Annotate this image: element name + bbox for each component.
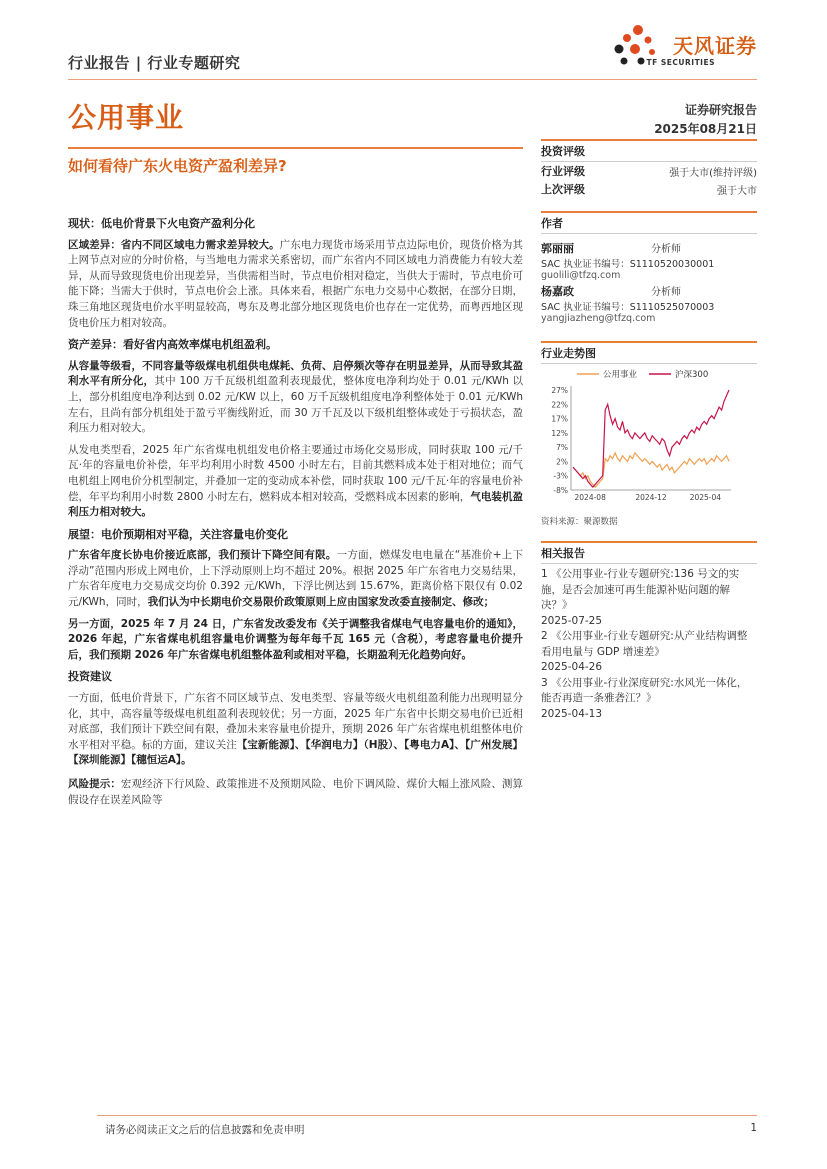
y-tick-label: 27% [551, 386, 568, 395]
brand-name: 天风证券 [673, 34, 757, 58]
related-report-date: 2025-07-25 [541, 614, 603, 627]
rating-row [541, 180, 757, 198]
paragraph [68, 617, 523, 664]
report-title: 如何看待广东火电资产盈利差异? [68, 157, 287, 175]
bold-text: 从容量等级看，不同容量等级煤电机组供电煤耗、负荷、启停频次等存在明显差异，从而导致其盈利水平有所分化， [68, 359, 523, 388]
related-report-date: 2025-04-26 [541, 661, 603, 673]
trend-chart [541, 362, 737, 504]
text: 从发电类型看，2025 年广东省煤电机组发电价格主要通过市场化交易形成，同时获取 100 元/千瓦·年的容量电价补偿，年平均利用小时数 4500 小时左右，目前其燃料成本处于相对地位；而气电机组上网电价分机型制定，并叠加一定的变动成本补偿，同时获取 100 元/千瓦·年的容量电价补偿，年平均利用小时数 2800 小时左右，燃料成本相对较高，受燃料成本因素的影响， [68, 443, 523, 503]
section-heading: 展望：电价预期相对平稳，关注容量电价变化 [68, 527, 288, 541]
y-tick-label: 17% [551, 414, 568, 424]
industry-rating-value: 强于大市(维持评级) [669, 167, 757, 179]
author-email[interactable]: guolili@tfzq.com [541, 270, 621, 281]
author-list [541, 233, 757, 324]
trend-section-title: 行业走势图 [541, 341, 757, 363]
footer-divider [97, 1115, 757, 1116]
author-name: 杨嘉政 [541, 285, 574, 298]
paragraph [68, 238, 523, 332]
y-tick-label: 2% [556, 457, 568, 467]
y-tick-label: -3% [553, 471, 568, 481]
footer-disclaimer[interactable]: 请务必阅读正文之后的信息披露和免责申明 [105, 1124, 305, 1136]
related-report-date: 2025-04-13 [541, 707, 603, 720]
rating-section-title: 投资评级 [541, 139, 757, 161]
text: 一方面，低电价背景下，广东省不同区域节点、发电类型、容量等级火电机组盈利能力出现明显分化，其中，高容量等级煤电机组盈利表现较优；另一方面，2025 年广东省中长期交易电价已近相对底部，我们预计下跌空间有限，叠加未来容量电价提升，预期 2026 年广东省煤电机组整体电价水平相对平稳。标的方面，建议关注 [68, 692, 523, 751]
related-report-item[interactable] [541, 629, 757, 676]
y-tick-label: 7% [556, 443, 568, 453]
bold-text: 气电装机盈利压力相对较大。 [68, 490, 523, 519]
sector-title: 公用事业 [68, 101, 185, 134]
author-cert: SAC 执业证书编号：S1110525070003 [541, 302, 715, 313]
paragraph [68, 443, 523, 521]
paragraph [68, 548, 523, 610]
industry-rating-label: 行业评级 [541, 165, 585, 178]
author-cert: SAC 执业证书编号：S1110520030001 [541, 259, 715, 270]
report-type: 行业报告 | 行业专题研究 [68, 54, 241, 72]
text: 宏观经济下行风险、政策推进不及预期风险、电价下调风险、煤价大幅上涨风险、测算假设存在误差风险等 [68, 778, 524, 806]
trend-box [541, 341, 757, 364]
x-tick-label: 2025-04 [689, 493, 722, 502]
prev-rating-label: 上次评级 [541, 183, 585, 196]
bold-text: 风险提示： [68, 778, 121, 790]
header-divider [68, 79, 757, 80]
series-line-0 [573, 453, 729, 487]
bold-text: 我们认为中长期电价交易限价政策原则上应由国家发改委直接制定、修改； [147, 596, 495, 609]
main-body [68, 210, 523, 814]
legend-label: 公用事业 [603, 370, 638, 380]
author-role: 分析师 [651, 287, 681, 298]
report-date: 2025年08月21日 [654, 122, 757, 136]
related-report-title[interactable]: 3 《公用事业-行业深度研究:水风光一体化，能否再造一条雅砻江？》 [541, 676, 748, 704]
rating-row [541, 161, 757, 180]
text: 其中 100 万千瓦级机组盈利表现最优，整体度电净利均处于 0.01 元/KWh 以上，部分机组度电净利达到 0.02 元/KW 以上，60 万千瓦级机组度电净利整体处于 0.01 元/KWh 左右，且尚有部分机组处于盈亏平衡线附近，而 30 万千瓦及以下级机组整体或处于亏损状态，盈利压力相对较大。 [68, 375, 523, 435]
section-heading: 投资建议 [68, 670, 112, 684]
rating-box [541, 139, 757, 198]
y-tick-label: -8% [553, 486, 568, 495]
bold-text: 区域差异：省内不同区域电力需求差异较大。 [68, 238, 280, 251]
x-tick-label: 2024-08 [574, 493, 606, 502]
text: 一方面，燃煤发电电量在“基准价+上下浮动”范围内形成上网电价，上下浮动原则上均不超过 20%。根据 2025 年广东省电力交易结果，广东省年度电力交易成交均价 0.392 元/KWh，下浮比例达到 15.67%，距离价格下限仅有 0.02 元/KWh，同时， [68, 549, 523, 609]
section-heading: 现状：低电价背景下火电资产盈利分化 [68, 217, 255, 230]
bold-text: 【宝新能源】、【华润电力】（H股）、【粤电力A】、【广州发展】【深圳能源】【穗恒运A】。 [68, 738, 523, 767]
related-report-title[interactable]: 2 《公用事业-行业专题研究:从产业结构调整看用电量与 GDP 增速差》 [541, 630, 748, 658]
prev-rating-value: 强于大市 [717, 185, 757, 197]
y-tick-label: 12% [551, 428, 568, 438]
authors-section-title: 作者 [541, 211, 757, 233]
related-report-item[interactable] [541, 676, 757, 723]
legend-label: 沪深300 [675, 370, 709, 380]
author-role: 分析师 [651, 244, 681, 255]
x-tick-label: 2024-12 [635, 493, 667, 502]
bold-text: 另一方面，2025 年 7 月 24 日，广东省发改委发布《关于调整我省煤电气电容量电价的通知》，2026 年起，广东省煤电机组容量电价调整为每年每千瓦 165 元（含税），考虑容量电价提升后，我们预期 2026 年广东省煤电机组整体盈利或相对平稳，长期盈利无化趋势向好。 [68, 617, 523, 661]
related-box [541, 541, 757, 722]
paragraph [68, 777, 523, 808]
related-section-title: 相关报告 [541, 541, 757, 563]
title-divider [68, 147, 523, 149]
related-report-title[interactable]: 1 《公用事业-行业专题研究:136 号文的实施，是否会加速可再生能源补贴问题的解决？》 [541, 568, 740, 611]
related-list [541, 563, 757, 722]
y-tick-label: 22% [551, 400, 568, 410]
paragraph [68, 691, 523, 769]
author-email[interactable]: yangjiazheng@tfzq.com [541, 313, 656, 324]
author-name: 郭丽丽 [541, 242, 574, 255]
series-line-1 [573, 390, 729, 487]
section-heading: 资产差异：看好省内高效率煤电机组盈利。 [68, 338, 277, 352]
paragraph [68, 359, 523, 437]
brand-sub: TF SECURITIES [646, 58, 715, 67]
page-number: 1 [750, 1122, 757, 1134]
text: 广东电力现货市场采用节点边际电价，现货价格为其上网节点对应的分时价格，与当地电力需求关系密切，而广东省内不同区域电力消费能力有较大差异，从而导致现货电价出现差异，当供需相当时，节点电价相对稳定，当供大于需时，节点电价可能下降；当需大于供时，节点电价会上涨。具体来看，根据广东电力交易中心数据，在部分日期，珠三角地区现货电价水平明显较高，粤东及粤北部分地区现货电价也存在一定优势，而粤西地区现货电价压力相对较高。 [68, 238, 524, 329]
author-entry [541, 283, 757, 324]
author-entry [541, 240, 757, 281]
chart-source: 资料来源：聚源数据 [541, 517, 618, 527]
related-report-item[interactable] [541, 567, 757, 629]
bold-text: 广东省年度长协电价接近底部，我们预计下降空间有限。 [68, 549, 337, 562]
report-kind: 证券研究报告 [684, 103, 757, 117]
authors-box [541, 211, 757, 324]
